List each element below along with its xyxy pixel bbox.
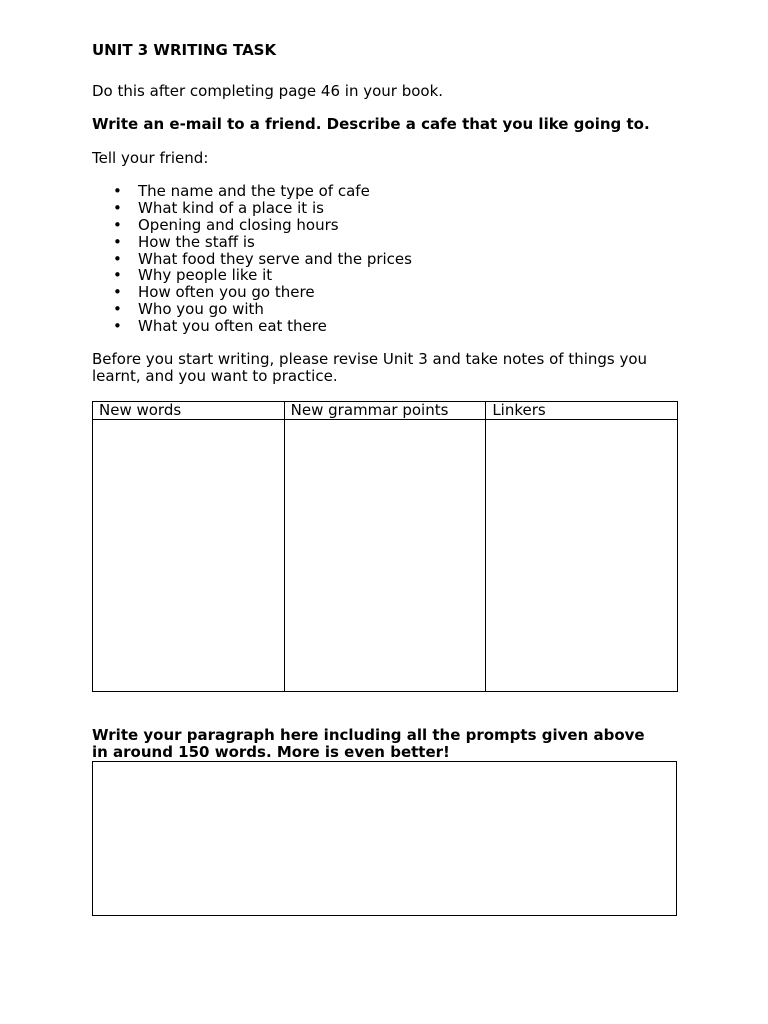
prompt-text: How the staff is <box>138 232 255 251</box>
prompt-text: How often you go there <box>138 283 315 302</box>
revise-line-1: Before you start writing, please revise Unit 3 and take notes of things you <box>92 350 648 369</box>
intro-text: Do this after completing page 46 in your book. <box>92 82 444 100</box>
bullet-icon: • <box>113 300 122 319</box>
bullet-icon: • <box>113 182 122 200</box>
prompt-text: Why people like it <box>138 266 273 285</box>
table-header-row <box>93 402 678 420</box>
list-item <box>92 284 677 301</box>
list-item <box>92 318 677 335</box>
list-item <box>92 200 677 217</box>
bullet-icon: • <box>113 215 122 234</box>
prompt-text: Who you go with <box>138 300 264 319</box>
prompt-text: What kind of a place it is <box>138 198 324 217</box>
writing-instruction-line-2: in around 150 words. More is even better! <box>92 743 450 762</box>
prompt-text: The name and the type of cafe <box>138 182 370 200</box>
bullet-icon: • <box>113 283 122 302</box>
table-row <box>93 420 678 692</box>
writing-instruction <box>92 727 677 761</box>
bullet-icon: • <box>113 317 122 336</box>
list-item <box>92 251 677 268</box>
header-linkers: Linkers <box>486 402 678 420</box>
new-grammar-points-cell[interactable] <box>284 420 486 692</box>
prompt-text: What you often eat there <box>138 317 327 336</box>
bullet-icon: • <box>113 232 122 251</box>
revise-line-2: learnt, and you want to practice. <box>92 366 338 385</box>
bullet-icon: • <box>113 198 122 217</box>
linkers-cell[interactable] <box>486 420 678 692</box>
page-title: UNIT 3 WRITING TASK <box>92 41 277 59</box>
list-item <box>92 183 677 200</box>
prompt-text: What food they serve and the prices <box>138 249 412 268</box>
list-item <box>92 234 677 251</box>
bullet-icon: • <box>113 249 122 268</box>
list-item <box>92 267 677 284</box>
prompt-text: Opening and closing hours <box>138 215 339 234</box>
header-new-words: New words <box>93 402 285 420</box>
bullet-icon: • <box>113 266 122 285</box>
tell-label: Tell your friend: <box>92 149 209 167</box>
list-item <box>92 217 677 234</box>
task-instruction: Write an e-mail to a friend. Describe a cafe that you like going to. <box>92 115 650 133</box>
worksheet-page <box>92 40 677 916</box>
prompt-list <box>92 183 677 335</box>
list-item <box>92 301 677 318</box>
writing-instruction-line-1: Write your paragraph here including all the prompts given above <box>92 726 645 745</box>
revise-instruction <box>92 351 677 384</box>
header-new-grammar-points: New grammar points <box>284 402 486 420</box>
notes-table <box>92 401 678 692</box>
paragraph-answer-box[interactable] <box>92 761 677 916</box>
new-words-cell[interactable] <box>93 420 285 692</box>
